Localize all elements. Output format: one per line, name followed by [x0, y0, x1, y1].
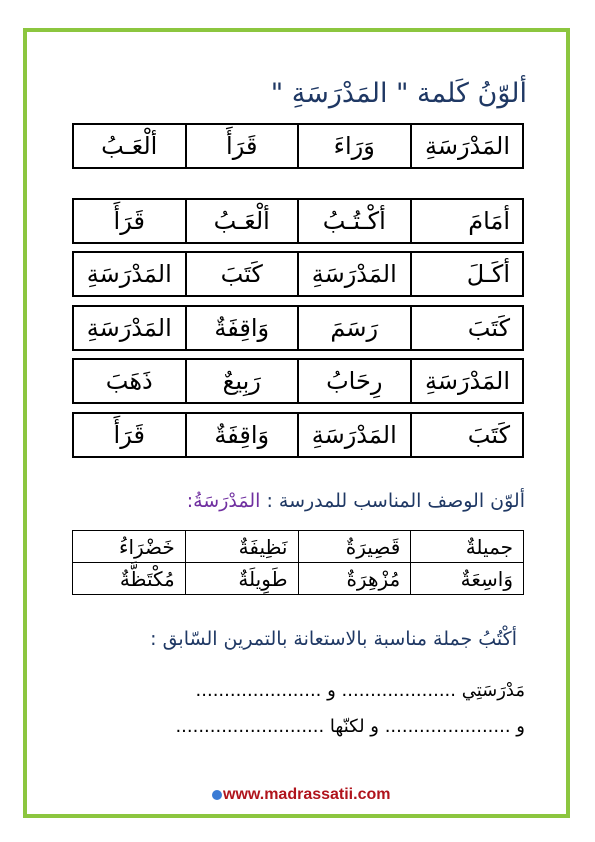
answer-line-1[interactable]: مَدْرَسَتِي .................... و ......................	[195, 680, 525, 701]
word-cell[interactable]: المَدْرَسَةِ	[73, 306, 186, 350]
word-cell[interactable]: المَدْرَسَةِ	[411, 124, 524, 168]
exercise-2-highlight: المَدْرَسَةُ:	[186, 490, 261, 512]
adjective-cell[interactable]: وَاسِعَةٌ	[411, 563, 524, 595]
word-cell[interactable]: كَتَبَ	[186, 252, 299, 296]
exercise-2-text: ألوّن الوصف المناسب للمدرسة :	[260, 490, 525, 512]
word-row-4	[72, 305, 524, 351]
word-cell[interactable]: قَرَأَ	[186, 124, 299, 168]
word-cell[interactable]: المَدْرَسَةِ	[298, 252, 411, 296]
word-cell[interactable]: رَبِيعٌ	[186, 359, 299, 403]
word-row-2	[72, 198, 524, 244]
globe-icon	[212, 790, 222, 800]
exercise-1-title: ألوّنُ كَلمة " المَدْرَسَةِ "	[270, 78, 527, 109]
word-cell[interactable]: وَاقِفَةٌ	[186, 413, 299, 457]
word-cell[interactable]: قَرَأَ	[73, 199, 186, 243]
exercise-3-instruction: أكْتُبُ جملة مناسبة بالاستعانة بالتمرين السّابق :	[150, 628, 517, 650]
word-row-6	[72, 412, 524, 458]
word-cell[interactable]: رَسَمَ	[298, 306, 411, 350]
word-cell[interactable]: وَاقِفَةٌ	[186, 306, 299, 350]
word-cell[interactable]: المَدْرَسَةِ	[73, 252, 186, 296]
word-cell[interactable]: المَدْرَسَةِ	[411, 359, 524, 403]
adjective-cell[interactable]: جميلةٌ	[411, 531, 524, 563]
word-cell[interactable]: وَرَاءَ	[298, 124, 411, 168]
adjective-cell[interactable]: مُكْتَظَّةٌ	[73, 563, 186, 595]
word-cell[interactable]: ألْعَـبُ	[73, 124, 186, 168]
word-row-1	[72, 123, 524, 169]
adjective-table	[72, 530, 524, 595]
word-cell[interactable]: أكْـتُـبُ	[298, 199, 411, 243]
site-link[interactable]	[212, 786, 390, 804]
word-cell[interactable]: كَتَبَ	[411, 306, 524, 350]
adjective-cell[interactable]: نَظِيفَةٌ	[185, 531, 298, 563]
word-cell[interactable]: كَتَبَ	[411, 413, 524, 457]
word-cell[interactable]: أمَامَ	[411, 199, 524, 243]
adjective-cell[interactable]: طَوِيلَةٌ	[185, 563, 298, 595]
word-row-3	[72, 251, 524, 297]
word-cell[interactable]: ذَهَبَ	[73, 359, 186, 403]
word-cell[interactable]: رِحَابُ	[298, 359, 411, 403]
answer-line-2[interactable]: و ...................... و لكنّها ..........................	[175, 716, 525, 737]
adjective-cell[interactable]: قَصِيرَةٌ	[298, 531, 411, 563]
adjective-cell[interactable]: مُزْهِرَةٌ	[298, 563, 411, 595]
exercise-2-instruction	[187, 490, 525, 512]
word-cell[interactable]: ألْعَـبُ	[186, 199, 299, 243]
word-row-5	[72, 358, 524, 404]
word-cell[interactable]: المَدْرَسَةِ	[298, 413, 411, 457]
word-cell[interactable]: أكَـلَ	[411, 252, 524, 296]
site-url: www.madrassatii.com	[223, 786, 391, 803]
adjective-cell[interactable]: خَضْرَاءُ	[73, 531, 186, 563]
word-cell[interactable]: قَرَأَ	[73, 413, 186, 457]
